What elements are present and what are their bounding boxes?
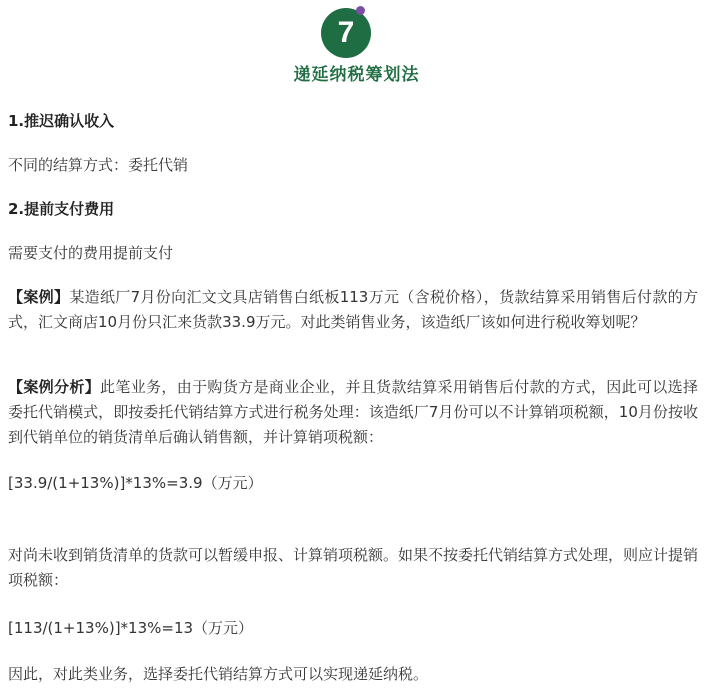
text-prepay-expenses: 需要支付的费用提前支付 — [8, 244, 174, 262]
analysis-paragraph — [8, 375, 698, 450]
formula-deferred-tax: [33.9/(1+13%)]*13%=3.9（万元） — [8, 474, 263, 492]
section-number-badge: 7 — [321, 8, 371, 58]
text-settlement-method: 不同的结算方式：委托代销 — [8, 156, 189, 174]
heading-defer-income: 1.推迟确认收入 — [8, 112, 115, 130]
case-text: 某造纸厂7月份向汇文文具店销售白纸板113万元（含税价格），货款结算采用销售后付款的方式，汇文商店10月份只汇来货款33.9万元。对此类销售业务，该造纸厂该如何进行税收筹划呢？ — [8, 288, 698, 331]
badge-dot-icon — [356, 6, 365, 15]
text-postpone-declaration: 对尚未收到销货清单的货款可以暂缓申报、计算销项税额。如果不按委托代销结算方式处理，则应计提销项税额： — [8, 546, 699, 589]
text-conclusion: 因此，对此类业务，选择委托代销结算方式可以实现递延纳税。 — [8, 665, 429, 683]
case-label: 【案例】 — [8, 288, 70, 306]
analysis-label: 【案例分析】 — [8, 378, 101, 396]
case-paragraph — [8, 285, 698, 335]
analysis-text: 此笔业务，由于购货方是商业企业，并且货款结算采用销售后付款的方式，因此可以选择委托代销模式，即按委托代销结算方式进行税务处理：该造纸厂7月份可以不计算销项税额，10月份按收到代销单位的销货清单后确认销售额，并计算销项税额： — [8, 378, 698, 446]
formula-full-tax: [113/(1+13%)]*13%=13（万元） — [8, 619, 254, 637]
section-header — [0, 0, 713, 90]
section-title: 递延纳税筹划法 — [293, 65, 420, 85]
heading-prepay-expenses: 2.提前支付费用 — [8, 200, 115, 218]
